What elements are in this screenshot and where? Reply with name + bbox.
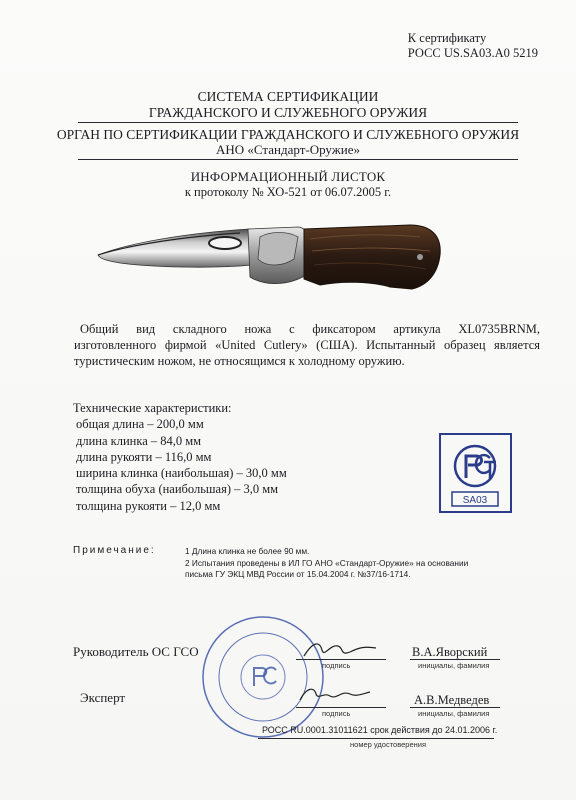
head-name: В.А.Яворский xyxy=(412,645,488,659)
organ-title-line2: АНО «Стандарт-Оружие» xyxy=(216,142,360,157)
certificate-ref-line1: К сертификату xyxy=(407,31,487,45)
note-item: 1 Длина клинка не более 90 мм. xyxy=(185,546,310,556)
head-sign-line xyxy=(296,659,386,660)
spec-item: длина клинка – 84,0 мм xyxy=(76,433,202,448)
spec-item: толщина рукояти – 12,0 мм xyxy=(76,498,221,513)
specs-heading: Технические характеристики: xyxy=(73,401,232,415)
expert-name-line xyxy=(410,707,500,708)
system-title-line1: СИСТЕМА СЕРТИФИКАЦИИ xyxy=(197,89,379,104)
spec-item: толщина обуха (наибольшая) – 3,0 мм xyxy=(76,482,279,497)
round-stamp-icon xyxy=(198,612,328,742)
organ-title-line1: ОРГАН ПО СЕРТИФИКАЦИИ ГРАЖДАНСКОГО И СЛУЖЕБНОГО ОРУЖИЯ xyxy=(56,127,520,142)
spec-item: ширина клинка (наибольшая) – 30,0 мм xyxy=(76,466,287,481)
expert-sign-caption: подпись xyxy=(322,709,351,718)
notes-list xyxy=(185,546,468,581)
description-line2: изготовленного фирмой «United Cutlery» (США). Испытанный образец является xyxy=(74,338,540,352)
knife-image xyxy=(90,215,450,300)
registration-number: РОСС RU.0001.31011621 срок действия до 24.01.2006 г. xyxy=(262,725,498,735)
expert-name: А.В.Медведев xyxy=(414,693,490,707)
registration-line xyxy=(258,738,494,739)
document-subtitle: к протоколу № ХО-521 от 06.07.2005 г. xyxy=(184,185,392,199)
head-sign-caption: подпись xyxy=(322,661,351,670)
certificate-ref-line2: РОСС US.SA03.А0 5219 xyxy=(407,46,538,60)
spec-item: общая длина – 200,0 мм xyxy=(76,417,204,432)
expert-sign-line xyxy=(296,707,386,708)
head-signature-label: Руководитель ОС ГСО xyxy=(73,644,199,659)
svg-text:SA03: SA03 xyxy=(462,495,488,506)
certificate-reference xyxy=(408,31,538,61)
head-name-line xyxy=(410,659,500,660)
system-title-line2: ГРАЖДАНСКОГО И СЛУЖЕБНОГО ОРУЖИЯ xyxy=(148,105,428,120)
notes-label: Примечание: xyxy=(73,545,156,556)
description-line1: Общий вид складного ножа с фиксатором артикула XL0735BRNM, xyxy=(80,322,540,336)
description-line3: туристическим ножом, не относящимся к холодному оружию. xyxy=(74,354,405,368)
note-item: 2 Испытания проведены в ИЛ ГО АНО «Стандарт-Оружие» на основании xyxy=(185,557,469,568)
expert-signature-label: Эксперт xyxy=(80,690,126,705)
expert-signature-mark xyxy=(296,682,376,708)
description-paragraph xyxy=(74,321,540,369)
spec-item: длина рукояти – 116,0 мм xyxy=(76,449,212,464)
registration-caption: номер удостоверения xyxy=(350,740,427,749)
document-title: ИНФОРМАЦИОННЫЙ ЛИСТОК xyxy=(190,169,386,184)
head-name-caption: инициалы, фамилия xyxy=(418,661,490,670)
expert-name-caption: инициалы, фамилия xyxy=(418,709,490,718)
header-rule-top xyxy=(78,122,518,123)
technical-specs xyxy=(73,400,287,514)
note-item: письма ГУ ЭКЦ МВД России от 15.04.2004 г. №37/16-1714. xyxy=(185,569,411,579)
header-rule-bottom xyxy=(78,159,518,160)
pct-certification-mark-icon xyxy=(438,432,513,514)
